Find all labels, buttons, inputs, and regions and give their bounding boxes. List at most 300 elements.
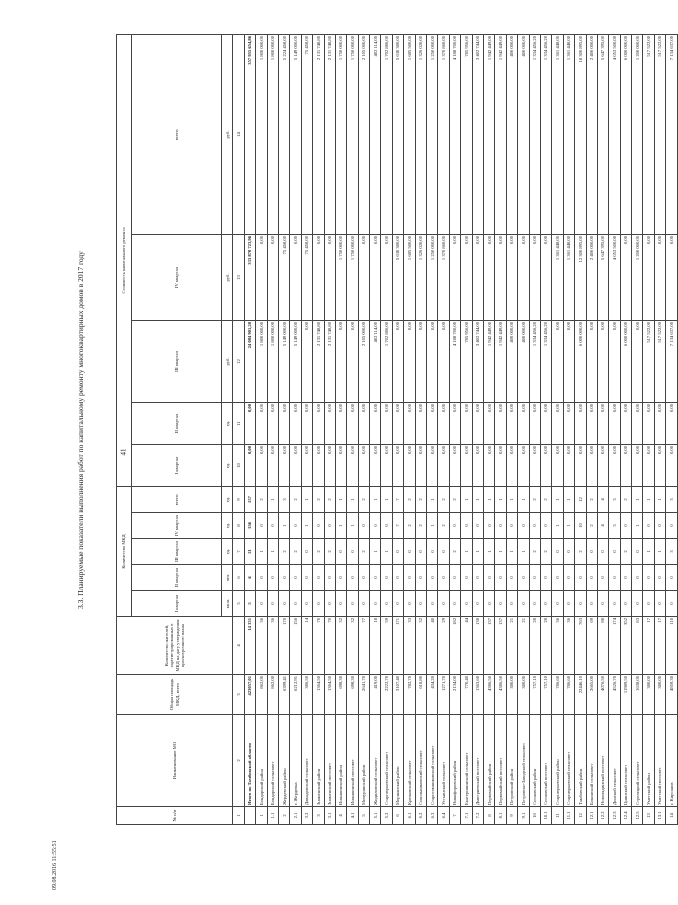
table-cell: 0,00: [347, 444, 358, 486]
table-cell: 3.1: [324, 807, 335, 825]
table-cell: 0: [267, 513, 278, 539]
table-cell: Сокольниковский сельсовет: [415, 715, 426, 807]
table-cell: 5 630 380,00: [392, 34, 403, 234]
table-cell: 0,00: [256, 234, 267, 320]
table-cell: 0: [506, 513, 517, 539]
table-cell: 1: [472, 486, 483, 512]
col-number: 10: [233, 444, 244, 486]
table-cell: 0,00: [313, 444, 324, 486]
print-timestamp: 09.08.2016 11:55:51: [52, 840, 58, 890]
table-cell: 0: [495, 591, 506, 617]
table-row: [654, 34, 665, 824]
table-row: [632, 34, 643, 824]
table-cell: Первомайский район: [483, 715, 494, 807]
table-cell: 2 400 000,00: [586, 234, 597, 320]
table-cell: 1: [506, 539, 517, 565]
table-cell: 380,00: [506, 675, 517, 715]
table-row: [643, 34, 654, 824]
table-cell: 1: [654, 539, 665, 565]
table-cell: 0,00: [529, 402, 540, 444]
col-header-residents: Количество жителей, зарегистрированных в МКД на дату утверждения краткосрочного плана: [117, 617, 233, 675]
col-header-mkd-total: всего:: [132, 486, 222, 512]
table-cell: 0,00: [586, 444, 597, 486]
table-cell: 0: [597, 565, 608, 591]
table-cell: 6.1: [404, 807, 415, 825]
table-cell: 0,00: [518, 444, 529, 486]
table-cell: 2134,00: [449, 675, 460, 715]
table-cell: 0,00: [301, 402, 312, 444]
table-cell: 3 402 744,00: [472, 320, 483, 402]
table-cell: 0,00: [643, 444, 654, 486]
table-cell: 0: [632, 565, 643, 591]
table-cell: 0: [290, 591, 301, 617]
table-cell: Никифоровский район: [449, 715, 460, 807]
table-cell: 1 250 000,00: [427, 234, 438, 320]
col-number: 13: [233, 234, 244, 320]
table-cell: 1 200 000,00: [632, 234, 643, 320]
col-header-num: № п/п: [117, 807, 233, 825]
table-cell: 4 188 700,00: [449, 34, 460, 234]
table-cell: 380,00: [643, 675, 654, 715]
table-row: [483, 34, 494, 824]
col-header-cost-q1: I квартал: [132, 444, 222, 486]
table-cell: 0,00: [620, 402, 631, 444]
table-row: [290, 34, 301, 824]
table-cell: 5.2: [381, 807, 392, 825]
table-cell: 1: [632, 486, 643, 512]
table-cell: Устьинский сельсовет: [438, 715, 449, 807]
table-row: [404, 34, 415, 824]
table-cell: 12.2: [597, 807, 608, 825]
table-cell: 0: [370, 513, 381, 539]
table-cell: 32: [415, 617, 426, 675]
table-cell: 3: [666, 539, 677, 565]
table-cell: 1 800 000,00: [256, 320, 267, 402]
table-cell: 2: [290, 539, 301, 565]
table-cell: 3.2: [301, 807, 312, 825]
table-cell: 0: [290, 565, 301, 591]
table-cell: 0,00: [256, 402, 267, 444]
table-cell: 157: [244, 486, 255, 512]
table-cell: 32: [335, 617, 346, 675]
table-cell: 0,00: [483, 234, 494, 320]
table-cell: 2 105 000,00: [358, 34, 369, 234]
table-cell: 0: [620, 565, 631, 591]
table-row: [415, 34, 426, 824]
table-cell: 0: [278, 565, 289, 591]
table-cell: 402 114,00: [370, 34, 381, 234]
table-cell: 0: [370, 591, 381, 617]
table-cell: 1: [506, 486, 517, 512]
unit-cell: ед.: [222, 486, 233, 512]
table-cell: 4 053 500,00: [609, 234, 620, 320]
table-cell: 1638,00: [632, 675, 643, 715]
table-cell: 698,30: [347, 675, 358, 715]
table-cell: 4: [597, 486, 608, 512]
table-cell: 1 942 449,00: [483, 34, 494, 234]
table-cell: 0: [335, 539, 346, 565]
table-cell: 333 870 723,96: [244, 234, 255, 320]
table-cell: 28: [540, 617, 551, 675]
table-cell: 0,00: [449, 402, 460, 444]
table-cell: 0,00: [620, 444, 631, 486]
table-cell: 0: [392, 565, 403, 591]
table-cell: 7: [392, 486, 403, 512]
table-cell: 0: [632, 591, 643, 617]
table-cell: 0,00: [518, 234, 529, 320]
table-cell: 2: [404, 486, 415, 512]
table-cell: 0: [666, 513, 677, 539]
table-cell: 0,00: [540, 444, 551, 486]
table-cell: 0,00: [313, 402, 324, 444]
table-cell: Староюрьевский сельсовет: [563, 715, 574, 807]
table-cell: 0: [563, 591, 574, 617]
table-cell: 2 131 748,80: [313, 34, 324, 234]
table-cell: 517 522,00: [643, 34, 654, 234]
table-cell: Цнинский сельсовет: [620, 715, 631, 807]
table-cell: 0,00: [654, 402, 665, 444]
table-row: [335, 34, 346, 824]
table-cell: 36: [256, 617, 267, 675]
table-cell: 0: [313, 565, 324, 591]
table-cell: Знаменский район: [313, 715, 324, 807]
table-cell: 1: [256, 807, 267, 825]
table-cell: 4: [597, 513, 608, 539]
table-cell: 0,00: [643, 402, 654, 444]
table-cell: 75 458,00: [301, 234, 312, 320]
table-cell: 8.1: [495, 807, 506, 825]
table-cell: 0: [472, 513, 483, 539]
table-cell: 0: [404, 565, 415, 591]
table-row: [540, 34, 551, 824]
table-cell: 402 114,00: [370, 320, 381, 402]
table-row: [495, 34, 506, 824]
table-cell: 0,00: [244, 402, 255, 444]
table-cell: 0: [392, 539, 403, 565]
table-row: [575, 34, 586, 824]
table-row: [347, 34, 358, 824]
table-cell: 400 000,00: [518, 320, 529, 402]
table-cell: 0: [347, 591, 358, 617]
table-cell: Петровско-Заводской сельсовет: [518, 715, 529, 807]
table-cell: 12: [575, 807, 586, 825]
table-cell: 0: [575, 565, 586, 591]
table-cell: 2: [324, 539, 335, 565]
table-cell: 1 750 000,00: [335, 34, 346, 234]
table-cell: 0,00: [597, 320, 608, 402]
table-cell: 137: [483, 617, 494, 675]
table-cell: 1 702 886,00: [381, 320, 392, 402]
table-cell: 1: [427, 513, 438, 539]
table-cell: 12.1: [586, 807, 597, 825]
table-cell: 0: [563, 539, 574, 565]
table-cell: Знаменский поссовет: [324, 715, 335, 807]
table-cell: 59: [381, 617, 392, 675]
table-cell: 782,70: [404, 675, 415, 715]
table-cell: 1 334 456,20: [540, 320, 551, 402]
table-cell: 8: [483, 807, 494, 825]
col-header-mkd-q4: IV квартал: [132, 513, 222, 539]
table-cell: 1: [256, 539, 267, 565]
table-cell: 0: [358, 565, 369, 591]
table-cell: 17: [643, 617, 654, 675]
table-cell: 2: [358, 539, 369, 565]
table-cell: 2: [540, 539, 551, 565]
table-cell: 0,00: [404, 402, 415, 444]
table-cell: 0: [347, 539, 358, 565]
table-row: [324, 34, 335, 824]
col-header-mkd-q1: I квартал: [132, 591, 222, 617]
table-cell: 0,00: [381, 402, 392, 444]
repair-plan-table: [116, 34, 678, 825]
table-cell: Первомайский поссовет: [495, 715, 506, 807]
table-cell: 0,00: [483, 402, 494, 444]
table-row: [438, 34, 449, 824]
table-cell: 0,00: [358, 444, 369, 486]
table-cell: 1.1: [267, 807, 278, 825]
table-cell: 0: [472, 591, 483, 617]
col-header-cost-total: всего:: [132, 34, 222, 234]
col-number: 8: [233, 513, 244, 539]
table-cell: 862,00: [267, 675, 278, 715]
table-cell: 0,00: [597, 444, 608, 486]
table-cell: 1: [495, 486, 506, 512]
table-cell: 0,00: [415, 320, 426, 402]
unit-cell: кв.м.: [222, 591, 233, 617]
col-number: 2: [233, 715, 244, 807]
table-cell: 70: [313, 617, 324, 675]
table-cell: 0: [609, 591, 620, 617]
table-row: [609, 34, 620, 824]
table-cell: 1 361 448,00: [563, 34, 574, 234]
table-cell: 0: [552, 565, 563, 591]
table-cell: 0: [392, 591, 403, 617]
table-cell: 1: [563, 513, 574, 539]
table-cell: 1 361 448,00: [552, 234, 563, 320]
table-cell: 7 134 637,00: [666, 320, 677, 402]
table-cell: 0,00: [483, 444, 494, 486]
table-cell: 0: [529, 513, 540, 539]
table-cell: 0,00: [654, 444, 665, 486]
table-cell: 3107,40: [392, 675, 403, 715]
table-cell: 0: [643, 591, 654, 617]
table-cell: 137: [495, 617, 506, 675]
unit-cell: ед.: [222, 402, 233, 444]
table-cell: 6 000 000,00: [620, 34, 631, 234]
table-cell: 0,00: [632, 402, 643, 444]
table-cell: Тамбовский район: [575, 715, 586, 807]
table-cell: 0: [654, 565, 665, 591]
table-cell: 0: [495, 513, 506, 539]
table-cell: 170: [278, 617, 289, 675]
table-cell: 36: [552, 617, 563, 675]
table-cell: 1: [381, 486, 392, 512]
table-cell: 386,50: [301, 675, 312, 715]
table-row: [529, 34, 540, 824]
unit-cell: руб.: [222, 234, 233, 320]
table-cell: 0,00: [472, 402, 483, 444]
table-cell: 0: [495, 565, 506, 591]
table-cell: 0: [666, 591, 677, 617]
col-number: 11: [233, 402, 244, 444]
table-cell: 0,00: [278, 444, 289, 486]
table-cell: 2: [449, 539, 460, 565]
table-cell: Староюрьевский район: [552, 715, 563, 807]
table-cell: 0: [654, 513, 665, 539]
table-cell: 517 522,00: [654, 34, 665, 234]
table-cell: 400 000,00: [506, 320, 517, 402]
table-cell: 0: [563, 565, 574, 591]
table-cell: 5.1: [370, 807, 381, 825]
table-row: [392, 34, 403, 824]
table-row: [370, 34, 381, 824]
table-cell: 0: [540, 513, 551, 539]
table-cell: 0,00: [506, 234, 517, 320]
table-cell: 3: [313, 807, 324, 825]
table-cell: 0: [483, 591, 494, 617]
table-cell: 0: [404, 591, 415, 617]
table-cell: 0,00: [495, 444, 506, 486]
table-cell: 0: [449, 513, 460, 539]
table-cell: 2: [540, 486, 551, 512]
table-cell: 0: [461, 591, 472, 617]
table-cell: 0: [552, 539, 563, 565]
col-number: 5: [233, 591, 244, 617]
table-row: [313, 34, 324, 824]
col-header-cost-q3: III квартал: [132, 320, 222, 402]
table-cell: Старотомниковский сельсовет: [427, 715, 438, 807]
table-cell: 400 000,00: [506, 34, 517, 234]
table-cell: 1 200 000,00: [632, 34, 643, 234]
table-cell: 0,00: [267, 444, 278, 486]
table-cell: 6 000 000,00: [575, 320, 586, 402]
table-cell: 3: [666, 486, 677, 512]
table-cell: 83: [632, 617, 643, 675]
table-cell: 0,00: [518, 402, 529, 444]
table-cell: 0: [415, 539, 426, 565]
table-cell: 0,00: [290, 444, 301, 486]
table-cell: 0: [381, 513, 392, 539]
table-cell: 0: [506, 591, 517, 617]
table-cell: 1: [552, 486, 563, 512]
table-cell: 2.1: [290, 807, 301, 825]
table-cell: 0: [381, 565, 392, 591]
table-cell: 0: [620, 591, 631, 617]
table-cell: 0: [483, 513, 494, 539]
table-cell: 12: [575, 486, 586, 512]
table-cell: 1: [654, 486, 665, 512]
table-cell: 2 131 748,80: [313, 320, 324, 402]
table-cell: 77: [358, 617, 369, 675]
table-row: [427, 34, 438, 824]
table-cell: 2665,00: [586, 675, 597, 715]
table-cell: Итого по Тамбовской области: [244, 715, 255, 807]
table-cell: 0,00: [244, 444, 255, 486]
table-cell: Жидиловский сельсовет: [370, 715, 381, 807]
table-row: [301, 34, 312, 824]
table-cell: 380,00: [518, 675, 529, 715]
page-number: 41: [119, 448, 128, 456]
table-cell: 0,00: [324, 444, 335, 486]
table-cell: 2 105 000,00: [358, 320, 369, 402]
table-cell: 380,00: [654, 675, 665, 715]
table-cell: 1: [483, 486, 494, 512]
table-cell: 4 053 500,00: [609, 34, 620, 234]
table-cell: 0,00: [267, 402, 278, 444]
table-cell: 1: [381, 539, 392, 565]
table-row: [552, 34, 563, 824]
table-cell: 0: [438, 539, 449, 565]
table-cell: 786,60: [552, 675, 563, 715]
table-cell: 3: [278, 486, 289, 512]
table-cell: 1: [495, 539, 506, 565]
table-cell: 0: [438, 591, 449, 617]
table-cell: Уметский район: [643, 715, 654, 807]
col-number: 1: [233, 807, 244, 825]
table-body: [244, 34, 677, 824]
table-cell: 0: [256, 565, 267, 591]
table-cell: 7: [392, 513, 403, 539]
table-cell: 1: [461, 486, 472, 512]
table-cell: 156: [290, 617, 301, 675]
table-cell: 0: [301, 565, 312, 591]
table-cell: Бондарский район: [256, 715, 267, 807]
table-cell: 2: [438, 513, 449, 539]
table-cell: 1: [563, 486, 574, 512]
table-cell: 6399,41: [278, 675, 289, 715]
table-cell: 0: [313, 513, 324, 539]
table-cell: 0,00: [449, 444, 460, 486]
table-cell: 0,00: [438, 402, 449, 444]
table-cell: 0,00: [552, 402, 563, 444]
table-row: [358, 34, 369, 824]
table-cell: 6.4: [438, 807, 449, 825]
table-cell: 0,00: [392, 402, 403, 444]
table-cell: 0,00: [575, 444, 586, 486]
table-cell: Дмитриевский поссовет: [472, 715, 483, 807]
table-cell: 2: [415, 513, 426, 539]
table-cell: 1: [267, 486, 278, 512]
table-cell: 0,00: [313, 234, 324, 320]
table-cell: 0: [632, 539, 643, 565]
table-cell: 0: [586, 591, 597, 617]
table-cell: 0: [267, 565, 278, 591]
table-cell: 2641,70: [358, 675, 369, 715]
table-cell: 3: [609, 513, 620, 539]
table-cell: Уметский поссовет: [654, 715, 665, 807]
table-cell: 2: [575, 539, 586, 565]
table-cell: 3 402 744,00: [472, 34, 483, 234]
table-cell: 4859,30: [666, 675, 677, 715]
table-row: [449, 34, 460, 824]
table-cell: 1: [301, 513, 312, 539]
table-cell: 1: [643, 539, 654, 565]
table-cell: 0,00: [643, 234, 654, 320]
table-cell: Стрелецкий сельсовет: [632, 715, 643, 807]
table-cell: 0,00: [552, 444, 563, 486]
table-cell: 36: [563, 617, 574, 675]
table-cell: 0,00: [392, 444, 403, 486]
table-cell: 0: [586, 539, 597, 565]
table-cell: 36: [267, 617, 278, 675]
table-cell: 357 955 654,86: [244, 34, 255, 234]
col-number: 3: [233, 675, 244, 715]
table-cell: 2: [529, 486, 540, 512]
table-cell: 0,00: [597, 402, 608, 444]
table-cell: 12.4: [620, 807, 631, 825]
table-cell: 1 326 020,00: [415, 234, 426, 320]
table-cell: Донской сельсовет: [609, 715, 620, 807]
